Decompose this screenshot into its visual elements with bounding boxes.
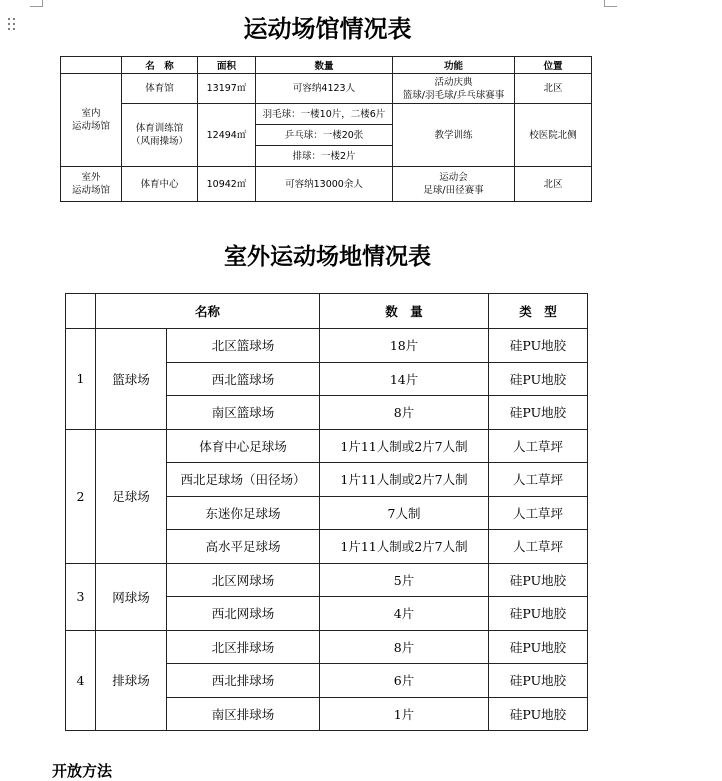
header-cell: 名 称 [122,57,198,74]
field-count-cell: 6片 [320,664,489,698]
field-name-cell: 体育中心足球场 [167,429,320,463]
field-type-cell: 硅PU地胶 [489,362,588,396]
table-row [66,630,588,664]
count-cell: 乒乓球：一楼20张 [256,125,393,146]
field-name-cell: 北区篮球场 [167,329,320,363]
group-category-cell: 足球场 [96,429,167,563]
field-count-cell: 1片11人制或2片7人制 [320,463,489,497]
field-name-cell: 南区篮球场 [167,396,320,430]
field-name-cell: 西北足球场（田径场） [167,463,320,497]
group-category-cell: 篮球场 [96,329,167,430]
field-table-title: 室外运动场地情况表 [224,244,431,270]
function-cell: 教学训练 [393,104,515,167]
table-header-row [61,57,592,74]
group-cell: 室外 运动场馆 [61,167,122,202]
field-table [65,293,588,731]
field-type-cell: 人工草坪 [489,463,588,497]
header-cell [61,57,122,74]
field-count-cell: 1片11人制或2片7人制 [320,429,489,463]
venue-table-title: 运动场馆情况表 [243,15,412,43]
field-name-cell: 西北排球场 [167,664,320,698]
field-type-cell: 硅PU地胶 [489,697,588,731]
field-type-cell: 硅PU地胶 [489,329,588,363]
field-count-cell: 4片 [320,597,489,631]
header-cell-type: 类 型 [489,294,588,329]
group-number-cell: 1 [66,329,96,430]
area-cell: 12494㎡ [198,104,256,167]
count-cell: 羽毛球：一楼10片，二楼6片 [256,104,393,125]
field-type-cell: 硅PU地胶 [489,396,588,430]
location-cell: 校医院北侧 [515,104,592,167]
field-count-cell: 8片 [320,396,489,430]
area-cell: 10942㎡ [198,167,256,202]
group-number-cell: 4 [66,630,96,731]
field-name-cell: 北区排球场 [167,630,320,664]
group-number-cell: 3 [66,563,96,630]
header-cell-name: 名称 [96,294,320,329]
header-cell-count: 数 量 [320,294,489,329]
field-type-cell: 人工草坪 [489,429,588,463]
field-name-cell: 西北网球场 [167,597,320,631]
group-category-cell: 排球场 [96,630,167,731]
table-row [66,329,588,363]
field-count-cell: 8片 [320,630,489,664]
field-name-cell: 东迷你足球场 [167,496,320,530]
field-name-cell: 北区网球场 [167,563,320,597]
function-cell: 活动庆典 篮球/羽毛球/乒乓球赛事 [393,74,515,104]
field-type-cell: 硅PU地胶 [489,563,588,597]
group-cell: 室内 运动场馆 [61,74,122,167]
function-cell: 运动会 足球/田径赛事 [393,167,515,202]
field-name-cell: 高水平足球场 [167,530,320,564]
field-type-cell: 人工草坪 [489,530,588,564]
header-cell: 位置 [515,57,592,74]
table-row [66,563,588,597]
table-row [66,429,588,463]
count-cell: 可容纳4123人 [256,74,393,104]
name-cell: 体育馆 [122,74,198,104]
group-category-cell: 网球场 [96,563,167,630]
header-cell [66,294,96,329]
table-row [61,104,592,125]
location-cell: 北区 [515,74,592,104]
field-count-cell: 5片 [320,563,489,597]
table-row [61,167,592,202]
field-name-cell: 南区排球场 [167,697,320,731]
field-count-cell: 1片11人制或2片7人制 [320,530,489,564]
field-count-cell: 7人制 [320,496,489,530]
field-type-cell: 硅PU地胶 [489,664,588,698]
location-cell: 北区 [515,167,592,202]
header-cell: 数量 [256,57,393,74]
field-count-cell: 1片 [320,697,489,731]
header-cell: 功能 [393,57,515,74]
venue-table [60,56,592,202]
field-name-cell: 西北篮球场 [167,362,320,396]
group-number-cell: 2 [66,429,96,563]
count-cell: 排球：一楼2片 [256,146,393,167]
field-count-cell: 18片 [320,329,489,363]
section-heading: 开放方法 [52,762,113,780]
field-count-cell: 14片 [320,362,489,396]
field-type-cell: 硅PU地胶 [489,630,588,664]
name-cell: 体育中心 [122,167,198,202]
field-type-cell: 人工草坪 [489,496,588,530]
page-corner-mark-right [604,0,617,7]
count-cell: 可容纳13000余人 [256,167,393,202]
area-cell: 13197㎡ [198,74,256,104]
header-cell: 面积 [198,57,256,74]
field-type-cell: 硅PU地胶 [489,597,588,631]
table-row [61,74,592,104]
name-cell: 体育训练馆 （风雨操场） [122,104,198,167]
page-corner-mark-left [30,0,43,7]
table-header-row [66,294,588,329]
field-table-body [66,329,588,731]
